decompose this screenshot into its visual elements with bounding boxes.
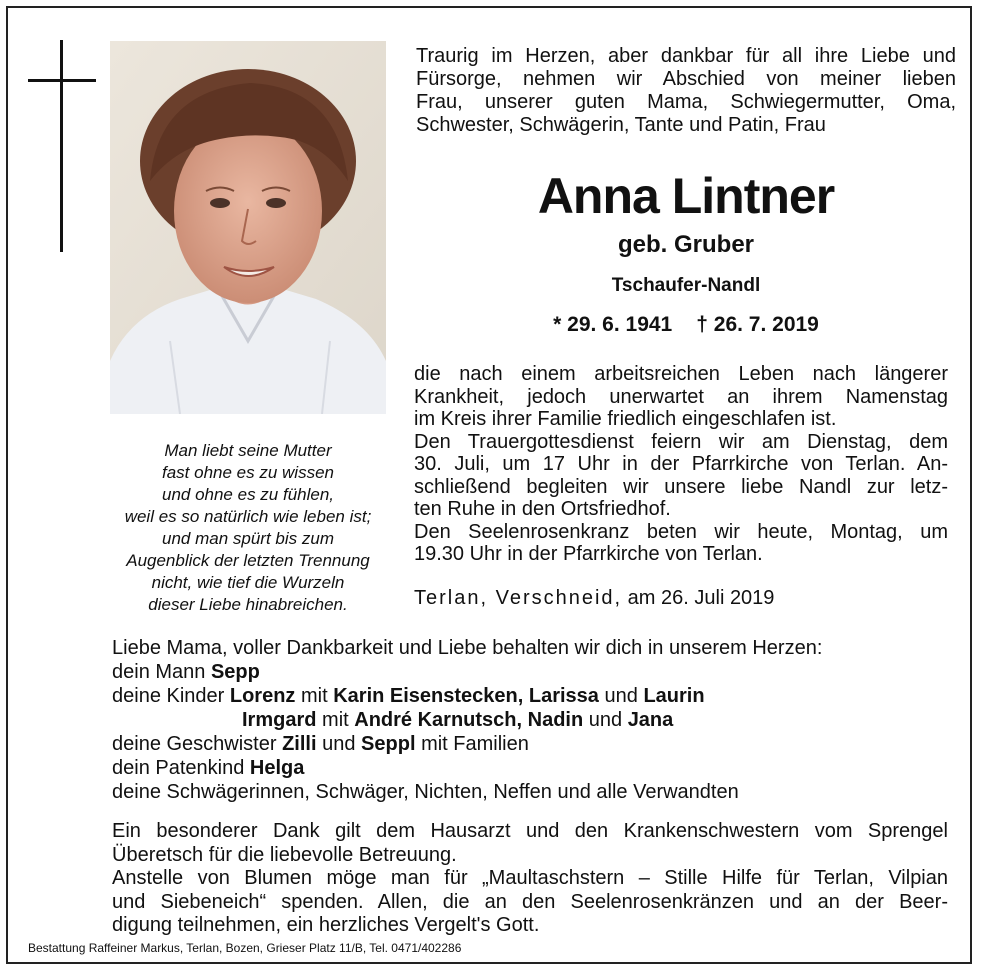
child-name: Irmgard	[242, 709, 317, 731]
family-label: dein Patenkind	[112, 757, 245, 779]
godchild-name: Helga	[249, 757, 305, 779]
death-date: † 26. 7. 2019	[696, 313, 819, 336]
intro-line: Traurig im Herzen, aber dankbar für all ihre Liebe und	[416, 45, 956, 67]
thanks-line: Überetsch für die liebevolle Betreuung.	[112, 843, 457, 866]
family-connector: und	[322, 733, 356, 755]
family-row-children	[112, 684, 952, 708]
intro-line: Frau, unserer guten Mama, Schwiegermutter, Oma,	[416, 91, 956, 113]
family-row-relatives: deine Schwägerinnen, Schwäger, Nichten, Neffen und alle Verwandten	[112, 781, 739, 803]
body-line: schließend begleiten wir unsere liebe Nandl zur letz-	[414, 475, 948, 498]
thanks-line: Anstelle von Blumen möge man für „Maultaschstern – Stille Hilfe für Terlan, Vilpian	[112, 867, 948, 889]
grandchild-name: Laurin	[643, 685, 705, 707]
relative-names: Karin Eisenstecken, Larissa	[333, 685, 599, 707]
poem-line: Augenblick der letzten Trennung	[126, 551, 370, 570]
family-label: mit Familien	[421, 733, 529, 755]
life-dates	[416, 311, 956, 339]
family-label: deine Kinder	[112, 685, 225, 707]
intro-line: Fürsorge, nehmen wir Abschied von meiner lieben	[416, 68, 956, 90]
family-connector: mit	[322, 709, 349, 731]
place-date	[414, 586, 774, 610]
family-connector: und	[604, 685, 638, 707]
body-line: im Kreis ihrer Familie friedlich eingeschlafen ist.	[414, 408, 837, 430]
family-list	[112, 636, 952, 804]
body-line: die nach einem arbeitsreichen Leben nach längerer	[414, 363, 948, 385]
husband-name: Sepp	[210, 661, 260, 683]
relative-names: André Karnutsch, Nadin	[354, 709, 584, 731]
poem	[96, 440, 400, 616]
body-line: 19.30 Uhr in der Pfarrkirche von Terlan.	[414, 543, 763, 565]
notice-date: am 26. Juli 2019	[627, 587, 775, 609]
sibling-name: Seppl	[361, 733, 416, 755]
family-intro: Liebe Mama, voller Dankbarkeit und Liebe behalten wir dich in unserem Herzen:	[112, 637, 823, 659]
body-line: Den Trauergottesdienst feiern wir am Dienstag, dem	[414, 430, 948, 453]
child-name: Lorenz	[229, 685, 296, 707]
body-line: Krankheit, jedoch unerwartet an ihrem Namenstag	[414, 385, 948, 408]
place-names: Terlan, Verschneid,	[414, 587, 623, 609]
portrait-photo	[110, 41, 386, 414]
poem-line: fast ohne es zu wissen	[162, 463, 334, 482]
poem-line: und ohne es zu fühlen,	[161, 485, 335, 504]
thanks-text	[112, 820, 948, 938]
family-connector: und	[588, 709, 623, 731]
intro-line: Schwester, Schwägerin, Tante und Patin, Frau	[416, 114, 826, 136]
thanks-line: digung teilnehmen, ein herzliches Vergelt's Gott.	[112, 914, 540, 936]
funeral-home-footer: Bestattung Raffeiner Markus, Terlan, Bozen, Grieser Platz 11/B, Tel. 0471/402286	[28, 941, 462, 955]
deceased-name: Anna Lintner	[537, 168, 835, 224]
poem-line: und man spürt bis zum	[162, 529, 334, 548]
poem-line: weil es so natürlich wie leben ist;	[124, 507, 372, 526]
body-text	[414, 363, 948, 566]
thanks-line: Ein besonderer Dank gilt dem Hausarzt und den Krankenschwestern vom Sprengel	[112, 820, 948, 842]
intro-text	[416, 45, 956, 137]
thanks-line: und Siebeneich“ spenden. Allen, die an den Seelenrosenkränzen und an der Beer-	[112, 890, 948, 913]
body-line: 30. Juli, um 17 Uhr in der Pfarrkirche von Terlan. An-	[414, 453, 948, 475]
nickname: Tschaufer-Nandl	[611, 275, 761, 296]
body-line: Den Seelenrosenkranz beten wir heute, Montag, um	[414, 520, 948, 543]
family-label: dein Mann	[112, 661, 206, 683]
family-row-siblings	[112, 732, 952, 756]
body-line: ten Ruhe in den Ortsfriedhof.	[414, 498, 671, 520]
poem-line: Man liebt seine Mutter	[164, 441, 332, 460]
maiden-name: geb. Gruber	[617, 231, 755, 258]
poem-line: nicht, wie tief die Wurzeln	[151, 573, 345, 592]
sibling-name: Zilli	[282, 733, 317, 755]
family-label: deine Geschwister	[112, 733, 277, 755]
family-connector: mit	[301, 685, 328, 707]
poem-line: dieser Liebe hinabreichen.	[148, 595, 348, 614]
birth-date: * 29. 6. 1941	[553, 313, 673, 336]
family-row-godchild	[112, 756, 952, 780]
cross-icon-bar	[28, 79, 96, 82]
family-row-husband	[112, 660, 952, 684]
cross-icon	[60, 40, 63, 252]
grandchild-name: Jana	[627, 709, 674, 731]
family-row-children-2	[112, 708, 952, 732]
